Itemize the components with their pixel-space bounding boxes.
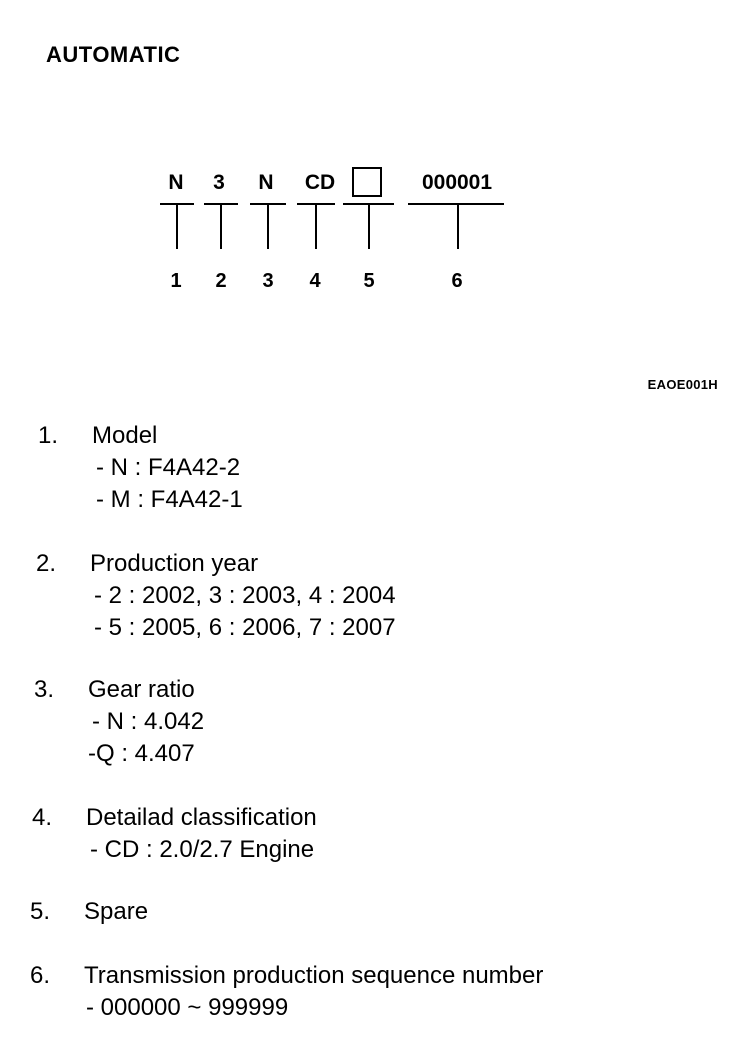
legend-item-detail: - M : F4A42-1 (96, 486, 243, 513)
legend-item-label: Gear ratio (88, 676, 195, 703)
code-position-2: 2 (215, 270, 227, 292)
code-segment-1-stem (176, 205, 178, 249)
code-position-6: 6 (451, 270, 463, 292)
legend-item-detail: -Q : 4.407 (88, 740, 195, 767)
legend-item-label: Production year (90, 550, 259, 577)
code-segment-3-value: N (258, 171, 274, 194)
code-segment-6-stem (457, 205, 459, 249)
legend-item-detail: - 000000 ~ 999999 (86, 994, 289, 1021)
legend-item-number: 5. (30, 898, 51, 925)
legend-item-label: Transmission production sequence number (84, 962, 544, 989)
legend-item-detail: - 2 : 2002, 3 : 2003, 4 : 2004 (94, 582, 396, 609)
code-position-3: 3 (262, 270, 274, 292)
code-segment-6-value: 000001 (421, 171, 493, 194)
code-segment-5-stem (368, 205, 370, 249)
legend-item-detail: - CD : 2.0/2.7 Engine (90, 836, 315, 863)
code-segment-5-blank-box (352, 167, 382, 197)
code-position-4: 4 (309, 270, 321, 292)
legend-item-number: 1. (38, 422, 59, 449)
legend-item-number: 4. (32, 804, 53, 831)
legend-item-label: Spare (84, 898, 149, 925)
figure-code: EAOE001H (647, 377, 718, 392)
code-position-1: 1 (170, 270, 182, 292)
legend-item-label: Model (92, 422, 158, 449)
code-segment-4-value: CD (304, 171, 336, 194)
code-segment-6-underline (408, 203, 504, 205)
legend-item-number: 3. (34, 676, 55, 703)
legend-item-detail: - N : 4.042 (92, 708, 205, 735)
code-segment-2-stem (220, 205, 222, 249)
code-diagram (0, 0, 752, 320)
code-segment-1-value: N (168, 171, 184, 194)
code-segment-3-stem (267, 205, 269, 249)
code-segment-4-stem (315, 205, 317, 249)
legend-item-number: 2. (36, 550, 57, 577)
code-segment-2-value: 3 (213, 171, 225, 194)
page-title: AUTOMATIC (46, 42, 181, 67)
code-position-5: 5 (363, 270, 375, 292)
legend-item-label: Detailad classification (86, 804, 317, 831)
legend-item-number: 6. (30, 962, 51, 989)
legend-item-detail: - N : F4A42-2 (96, 454, 241, 481)
legend-item-detail: - 5 : 2005, 6 : 2006, 7 : 2007 (94, 614, 396, 641)
